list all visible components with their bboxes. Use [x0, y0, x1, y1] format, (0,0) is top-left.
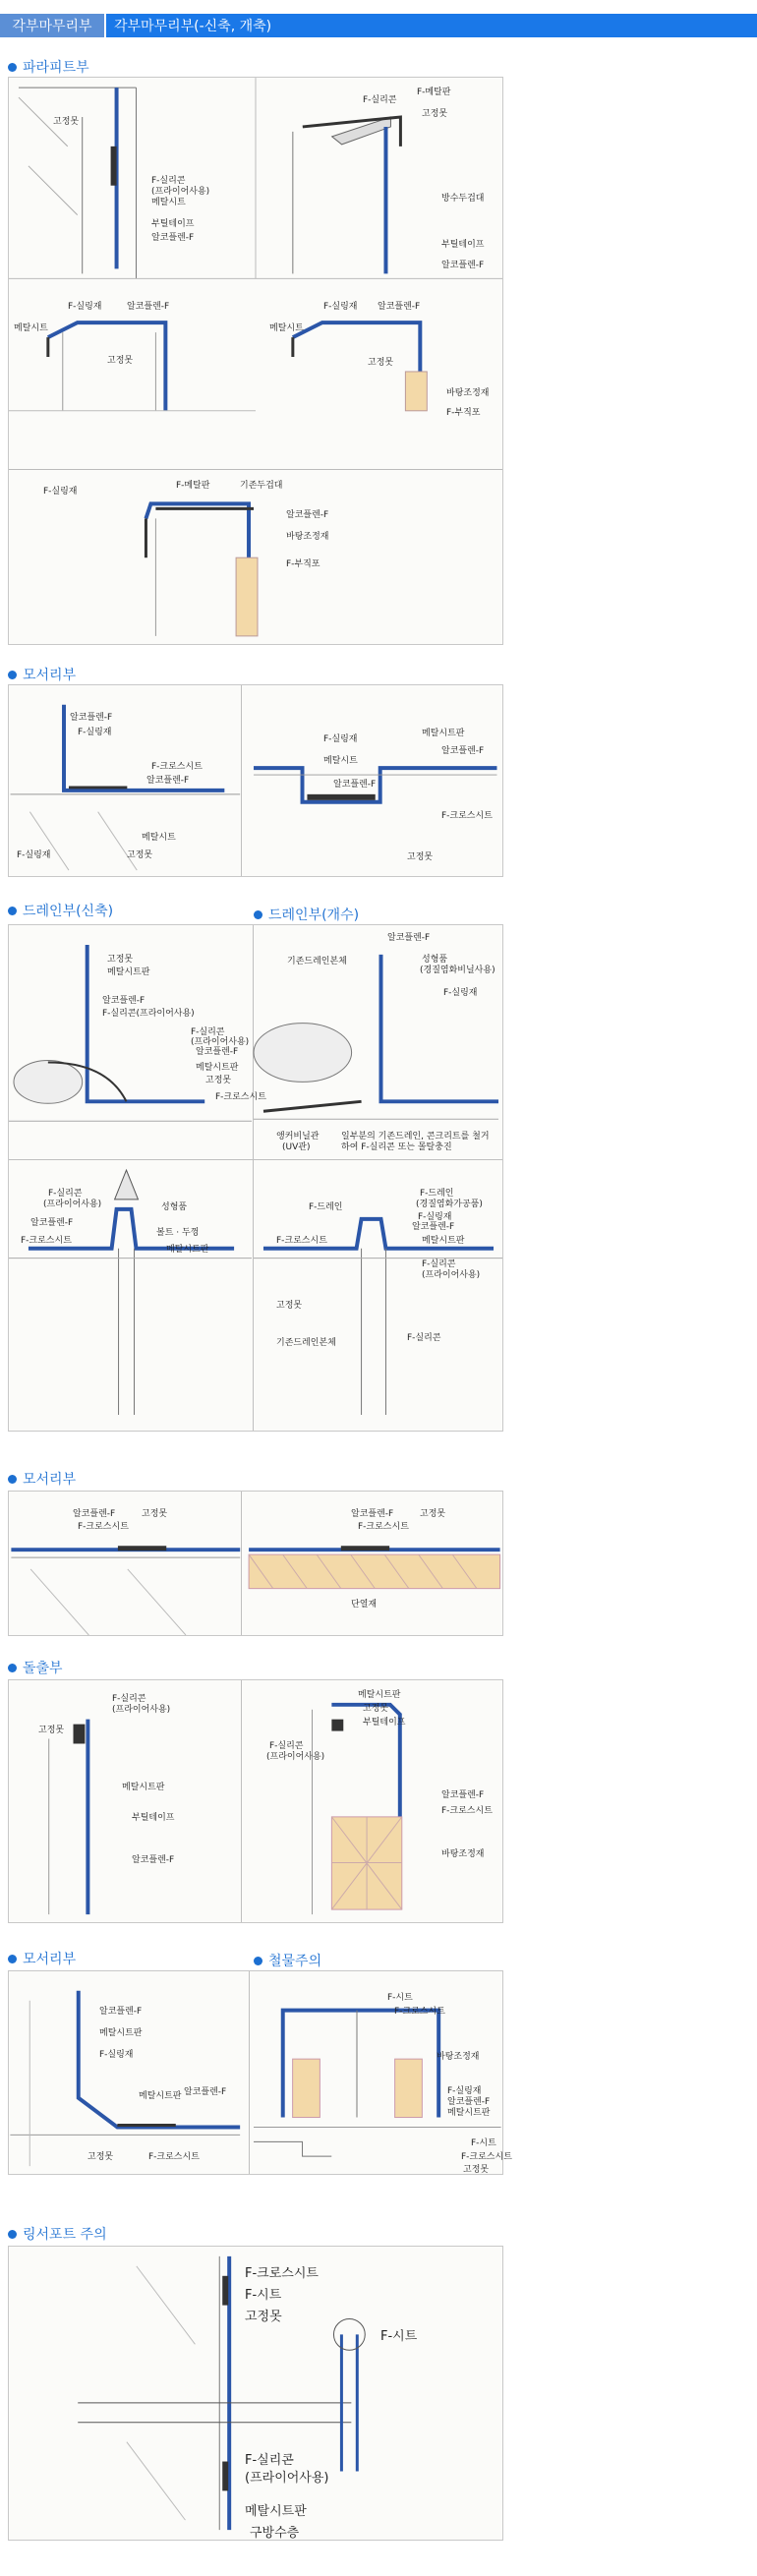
section-title-eaves: 철물주의	[254, 1951, 321, 1970]
parapet-drawing	[9, 78, 502, 644]
label-fixing-nail: 고정못	[87, 2152, 114, 2162]
bullet-icon	[8, 671, 17, 679]
label-rigid-pvc: (경질염화가공품)	[416, 1200, 483, 1209]
label-sealant: F-실링재	[99, 2050, 134, 2060]
label-silicone: F-실리콘	[422, 1259, 456, 1269]
protrusion-drawing	[9, 1680, 502, 1922]
section-title-corner-3: 모서리부	[8, 1949, 76, 1968]
section-title-sleeve: 링서포트 주의	[8, 2224, 107, 2244]
label-sealant: F-실링재	[78, 728, 112, 737]
label-nonwoven: F-부직포	[286, 559, 320, 569]
label-fixing-nail: 고정못	[363, 1704, 389, 1714]
figure-sleeve	[8, 2246, 503, 2541]
label-fixing-nail: 고정못	[368, 358, 394, 368]
label-alkoflen: 알코플렌-F	[132, 1855, 175, 1865]
label-base-adjust: 바탕조정재	[286, 532, 329, 542]
label-alkoflen: 알코플렌-F	[441, 1790, 485, 1800]
label-alkoflen: 알코플렌-F	[30, 1218, 74, 1228]
label-fixing-nail: 고정못	[422, 109, 448, 119]
label-cross-sheet: F-크로스시트	[276, 1236, 327, 1246]
label-metal-plate: 메탈시트판	[122, 1783, 165, 1792]
label-existing-drain: 기존드레인본체	[287, 957, 347, 966]
label-sheet: F-시트	[380, 2329, 418, 2344]
figure-corner-1	[8, 684, 503, 877]
label-sheet: F-시트	[471, 2138, 496, 2148]
label-primer: (프라이어사용)	[191, 1037, 250, 1047]
label-uv-pipe: (UV관)	[282, 1142, 311, 1152]
label-butyl-tape: 부틸테이프	[151, 219, 195, 229]
label-alkoflen: 알코플렌-F	[441, 261, 485, 270]
label-molded: 성형품	[422, 955, 448, 965]
section-title-corner-2: 모서리부	[8, 1469, 76, 1489]
label-alkoflen: 알코플렌-F	[387, 933, 431, 943]
bullet-icon	[254, 910, 262, 919]
label-metal-plate: 메탈시트판	[358, 1690, 401, 1700]
label-metal-plate: 메탈시트판	[166, 1245, 209, 1255]
label-sealant: F-실링재	[43, 487, 78, 497]
label-insulation: 단열재	[351, 1600, 378, 1610]
label-sealant: F-실링재	[418, 1212, 452, 1222]
label-alkoflen: 알코플렌-F	[151, 233, 195, 243]
figure-corner-3	[8, 1970, 512, 2175]
drain-drawing	[9, 925, 502, 1431]
label-alkoflen: 알코플렌-F	[412, 1222, 455, 1232]
page-header	[0, 14, 757, 37]
label-sealant: F-실링재	[447, 2086, 482, 2096]
label-metal-plate: 메탈시트판	[422, 1236, 465, 1246]
bullet-icon	[8, 1664, 17, 1672]
label-pvc: (경질염화비닐사용)	[420, 966, 495, 975]
label-alkoflen: 알코플렌-F	[99, 2007, 143, 2017]
label-silicone-primer: F-실리콘(프라이어사용)	[102, 1009, 195, 1019]
label-base-adjust: 바탕조정재	[446, 388, 490, 398]
label-fixing-nail: 고정못	[53, 117, 80, 127]
figure-parapet	[8, 77, 503, 645]
section-title-protrusion: 돌출부	[8, 1658, 63, 1677]
label-cross-sheet: F-크로스시트	[21, 1236, 72, 1246]
label-cross-sheet: F-크로스시트	[358, 1522, 409, 1532]
label-metal-plate: 메탈시트판	[107, 967, 150, 977]
figure-protrusion	[8, 1679, 503, 1923]
section-title-corner-1: 모서리부	[8, 665, 76, 684]
label-metal-sheet: 메탈시트	[14, 323, 48, 333]
label-silicone: F-실리콘	[363, 95, 397, 105]
label-alkoflen: 알코플렌-F	[378, 302, 421, 312]
label-primer: (프라이어사용)	[422, 1270, 481, 1280]
label-alkoflen: 알코플렌-F	[333, 780, 377, 790]
label-primer: (프라이어사용)	[112, 1705, 171, 1715]
label-note-2: 하여 F-실리콘 또는 몰탈충진	[341, 1142, 452, 1152]
section-title-drain-new: 드레인부(신축)	[8, 901, 113, 920]
label-silicone: F-실리콘	[269, 1741, 304, 1751]
label-sealant: F-실링재	[68, 302, 102, 312]
label-primer: (프라이어사용)	[245, 2471, 329, 2486]
label-alkoflen: 알코플렌-F	[73, 1509, 116, 1519]
label-drain: F-드레인	[420, 1189, 454, 1199]
label-butyl-tape: 부틸테이프	[132, 1813, 175, 1823]
label-sealant: F-실링재	[323, 734, 358, 744]
bullet-icon	[254, 1957, 262, 1965]
bullet-icon	[8, 1955, 17, 1963]
label-fixing-nail: 고정못	[245, 2310, 282, 2324]
label-sealant: F-실링재	[323, 302, 358, 312]
label-fixing-nail: 고정못	[38, 1726, 65, 1735]
label-primer: (프라이어사용)	[151, 187, 210, 197]
label-sheet: F-시트	[387, 1993, 413, 2003]
label-silicone: F-실리콘	[191, 1027, 225, 1037]
label-metal-sheet: 메탈시트	[269, 323, 304, 333]
label-molded: 성형품	[161, 1202, 188, 1212]
label-metal-plate: 메탈시트판	[99, 2028, 143, 2038]
label-cross-sheet: F-크로스시트	[78, 1522, 129, 1532]
label-alkoflen: 알코플렌-F	[102, 996, 146, 1006]
label-fixing-nail: 고정못	[107, 955, 134, 965]
label-butyl-tape: 부틸테이프	[363, 1718, 406, 1727]
label-metal-plate: F-메탈판	[176, 481, 210, 491]
bullet-icon	[8, 2230, 17, 2239]
label-existing-cap: 기존두겁대	[240, 481, 283, 491]
figure-drain	[8, 924, 503, 1432]
label-cross-sheet: F-크로스시트	[441, 811, 493, 821]
label-sheet: F-시트	[245, 2288, 282, 2303]
label-silicone: F-실리콘	[48, 1189, 83, 1199]
section-title-parapet: 파라피트부	[8, 57, 89, 77]
label-cross-sheet: F-크로스시트	[441, 1806, 493, 1816]
label-base-adjust: 바탕조정재	[437, 2052, 480, 2062]
label-alkoflen: 알코플렌-F	[286, 510, 329, 520]
label-fixing-nail: 고정못	[420, 1509, 446, 1519]
label-cross-sheet: F-크로스시트	[245, 2266, 319, 2281]
corner-3-drawing	[9, 1971, 502, 2174]
label-silicone: F-실리콘	[407, 1333, 441, 1343]
label-fixing-nail: 고정못	[127, 850, 153, 860]
label-sealant: F-실링재	[443, 988, 478, 998]
label-primer: (프라이어사용)	[43, 1200, 102, 1209]
bullet-icon	[8, 63, 17, 72]
label-cross-sheet: F-크로스시트	[215, 1092, 266, 1102]
label-fixing-nail: 고정못	[142, 1509, 168, 1519]
label-silicone: F-실리콘	[151, 176, 186, 186]
label-fixing-nail: 고정못	[407, 852, 434, 862]
label-bolt-cap: 볼트 · 두껑	[156, 1228, 200, 1238]
label-metal-sheet: 메탈시트	[142, 833, 176, 843]
label-existing-drain: 기존드레인본체	[276, 1338, 336, 1348]
section-title-drain-repair: 드레인부(개수)	[254, 905, 359, 924]
figure-corner-2	[8, 1491, 503, 1636]
label-metal-plate: 메탈시트판	[139, 2091, 182, 2101]
label-metal-plate: 메탈시트판	[422, 729, 465, 738]
label-alkoflen: 알코플렌-F	[184, 2087, 227, 2097]
label-old-waterproof: 구방수층	[250, 2526, 300, 2541]
label-sealant: F-실링재	[17, 850, 51, 860]
label-metal-sheet: 메탈시트	[151, 198, 186, 207]
label-metal-plate: 메탈시트판	[196, 1063, 239, 1073]
label-metal-sheet: 메탈시트	[323, 756, 358, 766]
label-alkoflen: 알코플렌-F	[447, 2097, 491, 2107]
bullet-icon	[8, 907, 17, 915]
label-base-adjust: 바탕조정재	[441, 1849, 485, 1859]
label-metal-plate: 메탈시트판	[245, 2504, 307, 2519]
label-fixing-nail: 고정못	[463, 2165, 490, 2175]
header-tab[interactable]: 각부마무리부	[0, 14, 106, 37]
label-cross-sheet: F-크로스시트	[148, 2152, 200, 2162]
label-fixing-nail: 고정못	[107, 356, 134, 366]
label-nonwoven: F-부직포	[446, 408, 481, 418]
label-silicone: F-실리콘	[245, 2453, 294, 2468]
label-waterproof-cap: 방수두겁대	[441, 194, 485, 204]
label-alkoflen: 알코플렌-F	[146, 776, 190, 786]
label-fixing-nail: 고정못	[276, 1301, 303, 1311]
label-cross-sheet: F-크로스시트	[151, 762, 203, 772]
label-alkoflen: 알코플렌-F	[70, 713, 113, 723]
label-silicone: F-실리콘	[112, 1694, 146, 1704]
label-alkoflen: 알코플렌-F	[127, 302, 170, 312]
label-metal-plate: F-메탈판	[417, 88, 451, 97]
label-alkoflen: 알코플렌-F	[196, 1047, 239, 1057]
label-cross-sheet: F-크로스시트	[394, 2007, 445, 2017]
label-primer: (프라이어사용)	[266, 1752, 325, 1762]
label-note-1: 일부분의 기존드레인, 콘크리트를 철거	[341, 1132, 490, 1142]
label-cross-sheet: F-크로스시트	[461, 2152, 512, 2162]
bullet-icon	[8, 1475, 17, 1484]
label-fixing-nail: 고정못	[205, 1076, 232, 1085]
label-anchor-pipe: 앵커비닐관	[276, 1132, 320, 1142]
label-metal-plate: 메탈시트판	[447, 2108, 491, 2118]
label-butyl-tape: 부틸테이프	[441, 240, 485, 250]
header-title: 각부마무리부(-신축, 개축)	[106, 14, 757, 37]
label-drain: F-드레인	[309, 1202, 343, 1212]
label-alkoflen: 알코플렌-F	[441, 746, 485, 756]
label-alkoflen: 알코플렌-F	[351, 1509, 394, 1519]
